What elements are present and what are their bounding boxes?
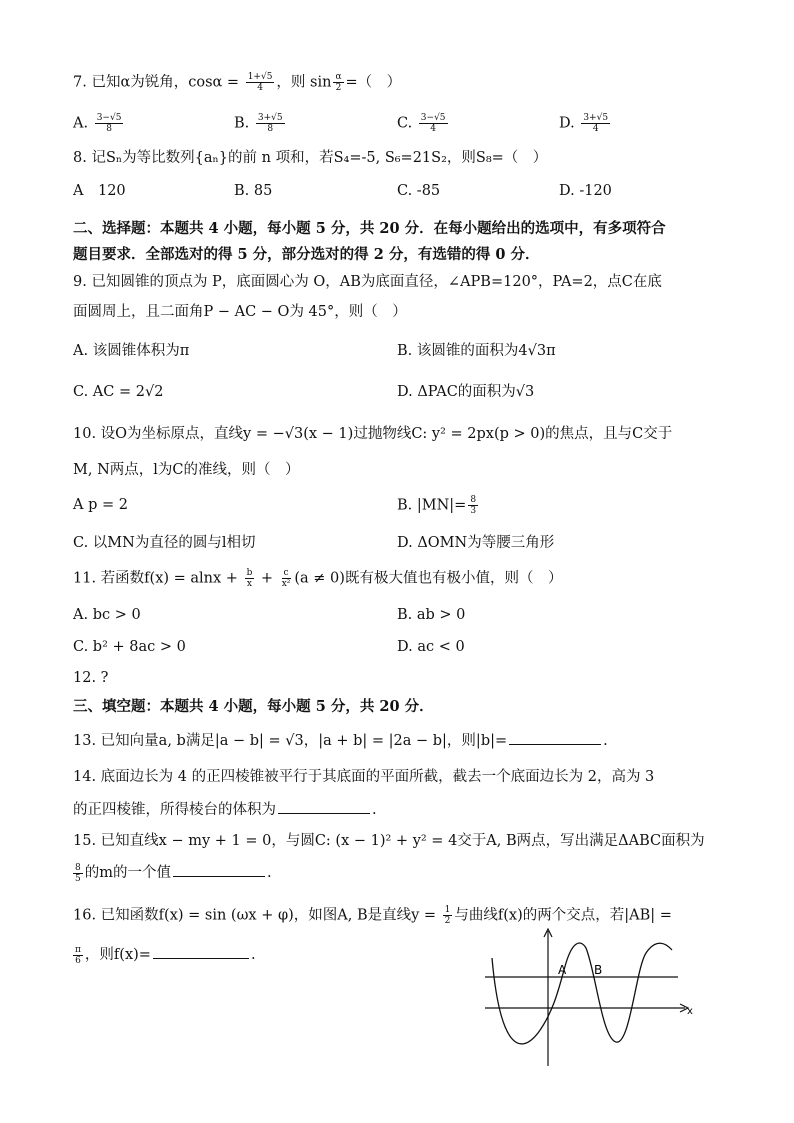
- sine-curve-figure: [480, 928, 710, 1068]
- answer-blank[interactable]: [173, 862, 265, 877]
- question-8-option-c: C. -85: [397, 183, 441, 199]
- fraction: $\frac{\alpha}{2}$: [335, 72, 342, 93]
- answer-blank[interactable]: [509, 730, 601, 745]
- question-7-option-a: A. $\frac{3-√5}{8}$: [73, 113, 122, 134]
- question-16-stem-cont: $\frac{\pi}{6}$ ，则f(x)= .: [75, 944, 256, 966]
- question-9-option-b: B. 该圆锥的面积为4√3π: [397, 343, 556, 359]
- question-8-option-d: D. -120: [559, 183, 612, 199]
- point-a-label: A: [558, 963, 567, 977]
- question-11-option-a: A. bc > 0: [73, 607, 141, 623]
- fraction: $\frac{1+√5}{4}$: [247, 72, 273, 93]
- question-13-stem: 13. 已知向量a, b满足|a − b| = √3，|a + b| = |2a − b|，则|b|= .: [73, 730, 608, 751]
- question-12-stem: 12. ?: [73, 670, 109, 686]
- question-9-option-a: A. 该圆锥体积为π: [73, 343, 190, 359]
- question-7-option-d: D. $\frac{3+√5}{4}$: [559, 113, 609, 134]
- question-7-stem: 7. 已知α为锐角，cosα = $\frac{1+√5}{4}$ ，则 sin $\frac{\alpha}{2}$ =（ ）: [73, 72, 402, 93]
- question-14-stem: 14. 底面边长为 4 的正四棱锥被平行于其底面的平面所截，截去一个底面边长为 2，高为 3: [73, 769, 655, 785]
- question-7-option-b: B. $\frac{3+√5}{8}$: [234, 113, 283, 134]
- question-10-stem-cont: M, N两点，l为C的准线，则（ ）: [73, 462, 300, 478]
- question-15-stem-cont: $\frac{8}{5}$ 的m的一个值 .: [75, 862, 272, 884]
- question-11-option-b: B. ab > 0: [397, 607, 466, 623]
- question-11-stem: 11. 若函数f(x) = alnx + $\frac{b}{x}$ + $\frac{c}{\text{x²}}$ (a ≠ 0)既有极大值也有极小值，则（ ）: [73, 568, 563, 589]
- question-8-stem: 8. 记Sₙ为等比数列{aₙ}的前 n 项和，若S₄=-5, S₆=21S₂，则S₈=（ ）: [73, 150, 548, 166]
- question-10-stem: 10. 设O为坐标原点，直线y = −√3(x − 1)过抛物线C: y² = 2px(p > 0)的焦点，且与C交于: [73, 426, 673, 442]
- question-8-option-a: A 120: [73, 183, 126, 199]
- section-2-heading: 二、选择题：本题共 4 小题，每小题 5 分，共 20 分．在每小题给出的选项中，有多项符合: [73, 220, 666, 237]
- question-15-stem: 15. 已知直线x − my + 1 = 0，与圆C: (x − 1)² + y² = 4交于A, B两点，写出满足ΔABC面积为: [73, 833, 705, 849]
- answer-blank[interactable]: [153, 944, 249, 959]
- answer-blank[interactable]: [278, 799, 370, 814]
- point-b-label: B: [594, 963, 603, 977]
- question-10-option-b: B. |MN|= $\frac{8}{3}$: [397, 495, 477, 516]
- question-11-option-d: D. ac < 0: [397, 639, 465, 655]
- question-16-stem: 16. 已知函数f(x) = sin (ωx + φ)，如图A, B是直线y = $\frac{1}{2}$ 与曲线f(x)的两个交点，若|AB| =: [73, 905, 672, 926]
- question-14-stem-cont: 的正四棱锥，所得棱台的体积为 .: [73, 799, 377, 820]
- question-9-option-d: D. ΔPAC的面积为√3: [397, 384, 535, 400]
- question-9-stem: 9. 已知圆锥的顶点为 P，底面圆心为 O，AB为底面直径，∠APB=120°，PA=2，点C在底: [73, 274, 662, 290]
- sine-curve: [492, 943, 672, 1044]
- question-10-option-c: C. 以MN为直径的圆与l相切: [73, 535, 256, 551]
- question-9-stem-cont: 面圆周上，且二面角P − AC − O为 45°，则（ ）: [73, 304, 407, 320]
- section-3-heading: 三、填空题：本题共 4 小题，每小题 5 分，共 20 分．: [73, 698, 434, 715]
- question-10-option-d: D. ΔOMN为等腰三角形: [397, 535, 555, 551]
- question-8-option-b: B. 85: [234, 183, 273, 199]
- question-9-option-c: C. AC = 2√2: [73, 384, 164, 400]
- question-7-option-c: C. $\frac{3-√5}{4}$: [397, 113, 446, 134]
- x-axis-label: x: [687, 1006, 693, 1017]
- question-10-option-a: A p = 2: [73, 497, 128, 513]
- section-2-heading-cont: 题目要求．全部选对的得 5 分，部分选对的得 2 分，有选错的得 0 分．: [73, 246, 540, 263]
- question-11-option-c: C. b² + 8ac > 0: [73, 639, 186, 655]
